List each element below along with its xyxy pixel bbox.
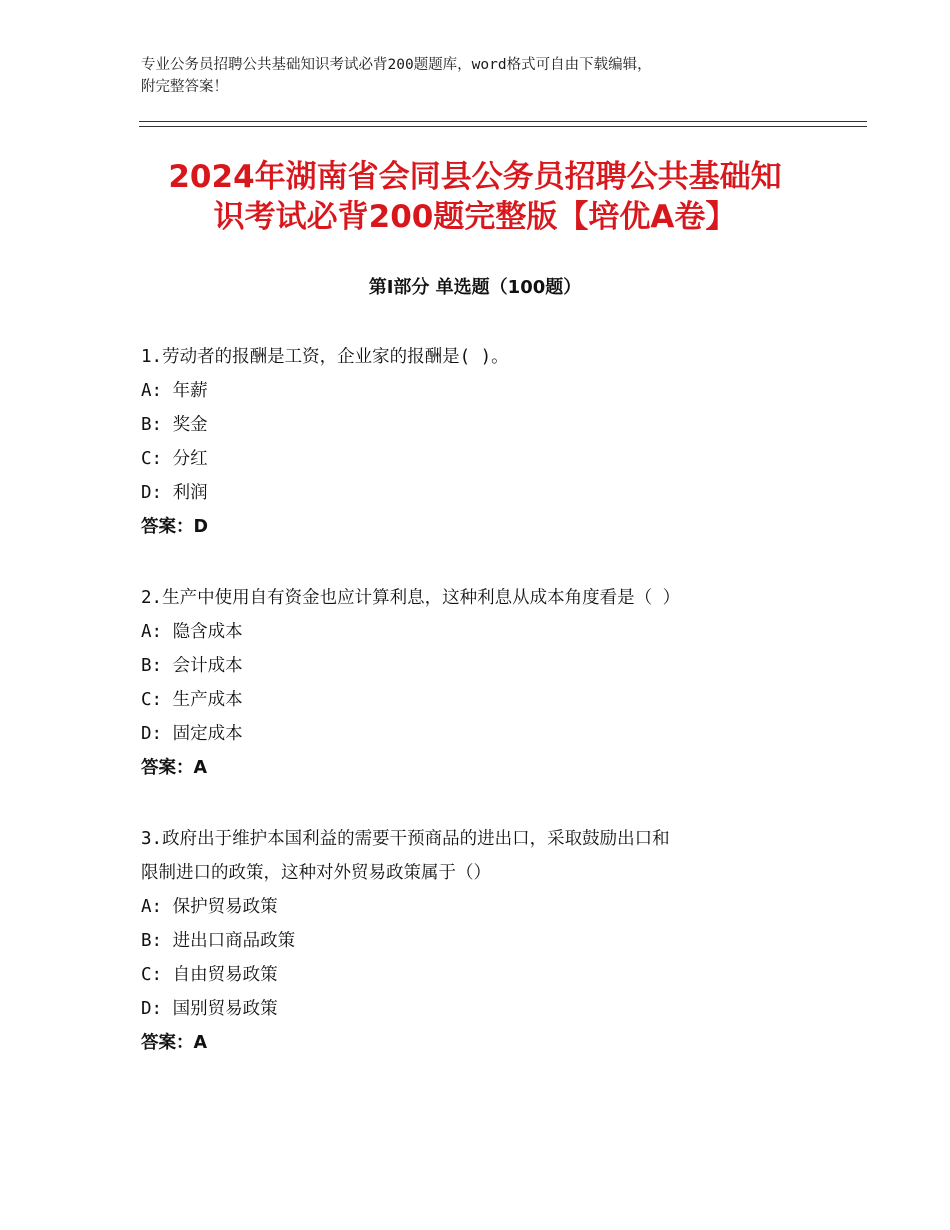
option-c: C: 生产成本 (141, 690, 243, 710)
question-stem-continued: 限制进口的政策，这种对外贸易政策属于（） (141, 863, 491, 883)
option-b: B: 会计成本 (141, 656, 243, 676)
option-a: A: 隐含成本 (141, 622, 243, 642)
answer-text: 答案：D (141, 517, 209, 537)
header-note (141, 54, 801, 98)
document-title (120, 157, 830, 237)
option-d: D: 固定成本 (141, 724, 243, 744)
question-item (141, 822, 821, 1060)
question-list (141, 340, 821, 1097)
header-note-line: 附完整答案！ (141, 79, 228, 95)
document-title-line: 识考试必背200题完整版【培优A卷】 (213, 199, 737, 235)
question-stem: 2.生产中使用自有资金也应计算利息，这种利息从成本角度看是（ ） (141, 588, 681, 608)
question-stem: 1.劳动者的报酬是工资，企业家的报酬是( )。 (141, 347, 509, 367)
document-title-line: 2024年湖南省会同县公务员招聘公共基础知 (168, 159, 782, 195)
section-heading: 第Ⅰ部分 单选题（100题） (368, 277, 582, 298)
option-d: D: 利润 (141, 483, 208, 503)
option-b: B: 奖金 (141, 415, 208, 435)
option-d: D: 国别贸易政策 (141, 999, 278, 1019)
option-a: A: 年薪 (141, 381, 208, 401)
question-item (141, 340, 821, 544)
answer-text: 答案：A (141, 758, 208, 778)
option-a: A: 保护贸易政策 (141, 897, 278, 917)
header-divider (139, 121, 867, 127)
option-c: C: 分红 (141, 449, 208, 469)
answer-text: 答案：A (141, 1033, 208, 1053)
option-b: B: 进出口商品政策 (141, 931, 296, 951)
header-note-line: 专业公务员招聘公共基础知识考试必背200题题库，word格式可自由下载编辑， (141, 57, 652, 73)
question-stem: 3.政府出于维护本国利益的需要干预商品的进出口，采取鼓励出口和 (141, 829, 670, 849)
option-c: C: 自由贸易政策 (141, 965, 278, 985)
question-item (141, 581, 821, 785)
